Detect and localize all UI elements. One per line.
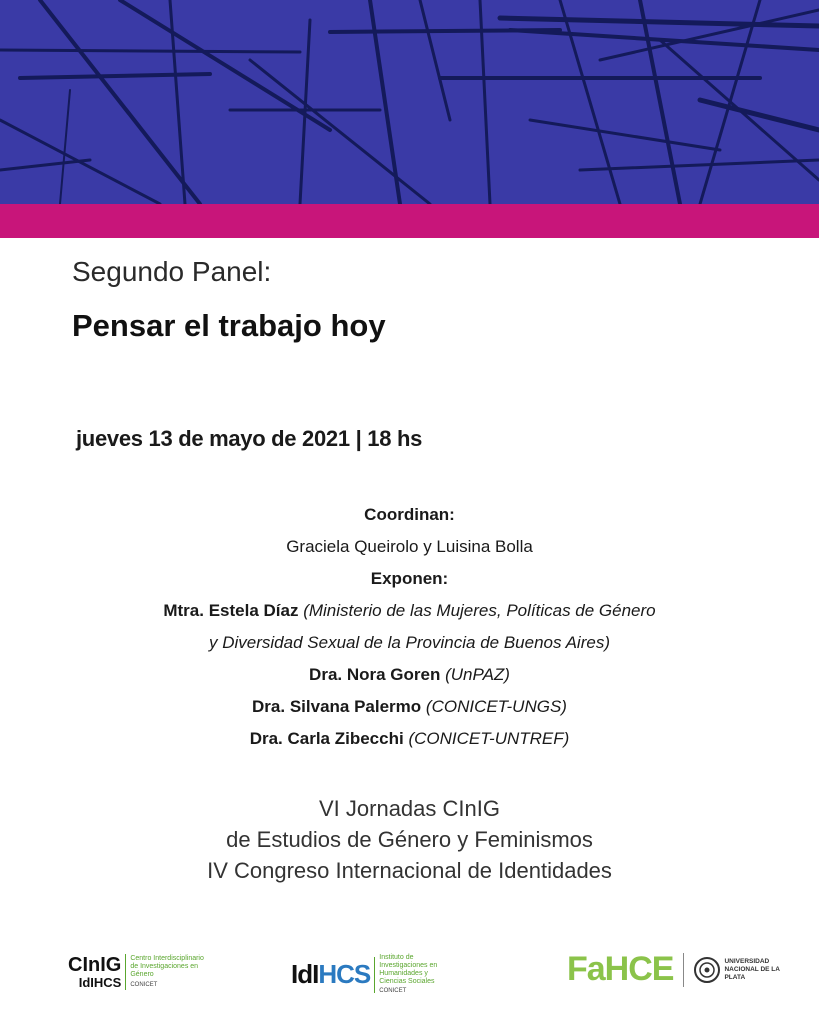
participants-block	[0, 499, 819, 755]
header-banner	[0, 0, 819, 204]
event-line-3: IV Congreso Internacional de Identidades	[207, 858, 612, 883]
idihcs-name-b: HCS	[318, 959, 371, 989]
speaker-name: Dra. Nora Goren	[309, 665, 441, 684]
logo-divider	[125, 954, 126, 990]
cinig-logo-sub: IdIHCS	[78, 974, 122, 990]
fahce-logo-name: FaHCE	[567, 950, 674, 988]
speaker-line	[0, 595, 819, 627]
event-line-1: VI Jornadas CInIG	[319, 796, 500, 821]
fahce-logo	[567, 950, 784, 989]
cinig-logo-name: CInIG	[68, 953, 122, 976]
unlp-seal-icon	[694, 955, 720, 985]
idihcs-logo-desc: Instituto de Investigaciones en Humanidades y Ciencias Sociales	[379, 954, 438, 985]
speaker-line	[0, 691, 819, 723]
speaker-affiliation: (Ministerio de las Mujeres, Políticas de Género	[303, 601, 656, 620]
logo-divider	[683, 953, 684, 987]
logo-divider	[374, 957, 375, 993]
speaker-affiliation: y Diversidad Sexual de la Provincia de Buenos Aires)	[209, 633, 610, 652]
speaker-name: Dra. Silvana Palermo	[252, 697, 422, 716]
event-date: jueves 13 de mayo de 2021 | 18 hs	[76, 426, 423, 451]
speaker-affiliation: (CONICET-UNGS)	[425, 697, 567, 716]
speaker-affiliation: (UnPAZ)	[445, 665, 510, 684]
event-line-2: de Estudios de Género y Feminismos	[226, 827, 593, 852]
logos-row	[0, 948, 819, 998]
panel-title: Pensar el trabajo hoy	[72, 308, 386, 343]
idihcs-name-a: IdI	[291, 959, 319, 989]
magenta-stripe	[0, 204, 819, 238]
speakers-heading: Exponen:	[370, 569, 449, 588]
speaker-line	[0, 627, 819, 659]
idihcs-logo	[291, 954, 453, 995]
idihcs-logo-name	[291, 959, 370, 990]
cinig-logo-desc: Centro Interdisciplinario de Investigaciones en Género	[130, 955, 204, 978]
panel-label: Segundo Panel:	[72, 256, 272, 287]
cinig-conicet: CONICET	[130, 982, 158, 988]
event-names	[0, 793, 819, 886]
unlp-text: UNIVERSIDAD NACIONAL DE LA PLATA	[724, 957, 780, 981]
speaker-affiliation: (CONICET-UNTREF)	[408, 729, 570, 748]
speaker-name: Dra. Carla Zibecchi	[249, 729, 404, 748]
banner-pattern	[0, 0, 819, 204]
speaker-line	[0, 659, 819, 691]
speaker-line	[0, 723, 819, 755]
idihcs-conicet: CONICET	[379, 988, 407, 994]
cinig-logo	[68, 954, 212, 990]
speaker-name: Mtra. Estela Díaz	[163, 601, 299, 620]
coordinators-names: Graciela Queirolo y Luisina Bolla	[286, 537, 533, 556]
coordinators-heading: Coordinan:	[364, 505, 455, 524]
